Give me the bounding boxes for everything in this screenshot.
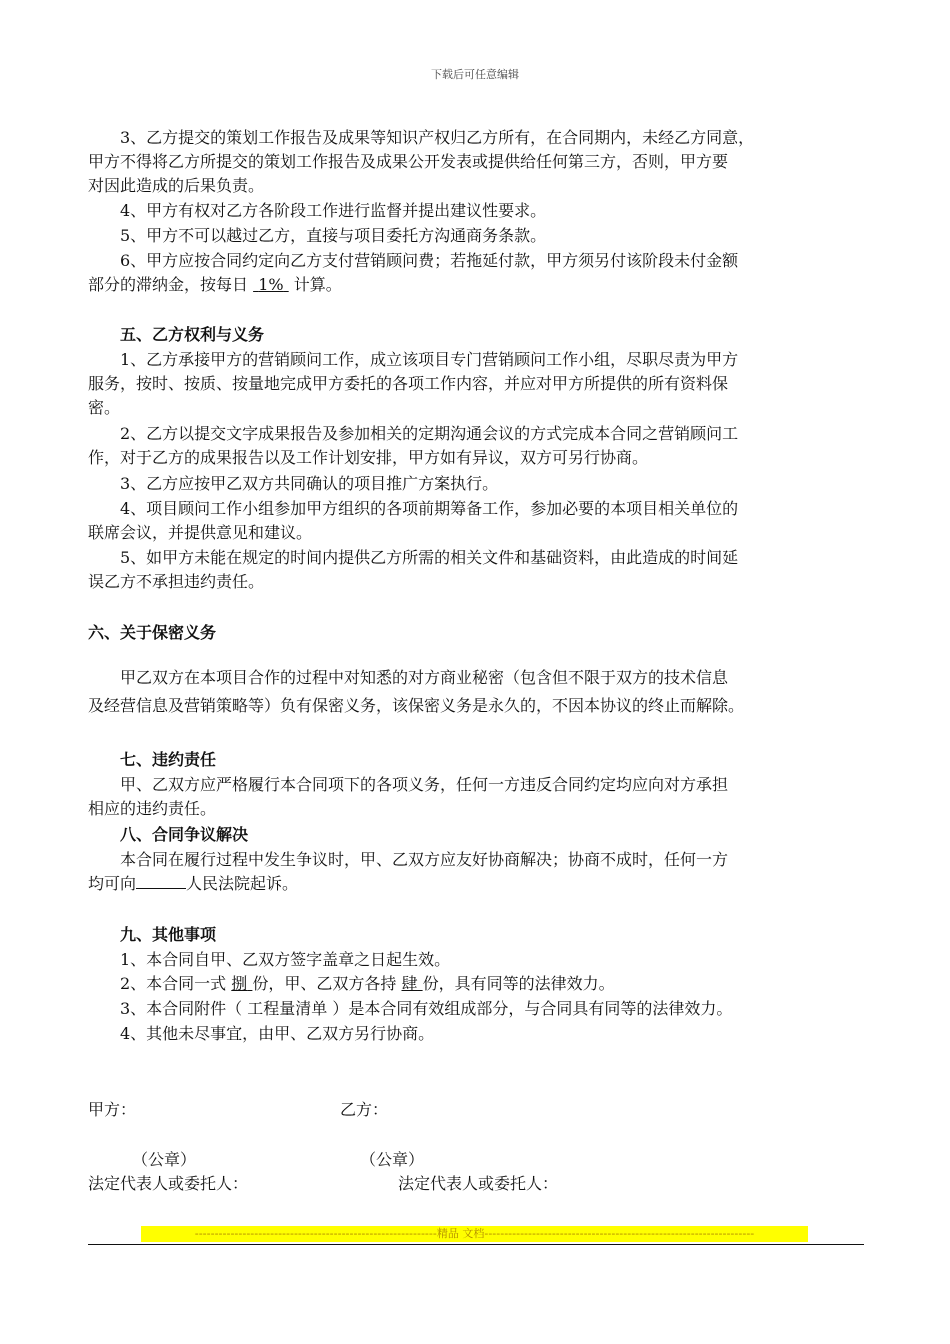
s5-p2-line2: 作，对于乙方的成果报告以及工作计划安排，甲方如有异议，双方可另行协商。: [88, 448, 649, 467]
item3-line1: 3、乙方提交的策划工作报告及成果等知识产权归乙方所有，在合同期内，未经乙方同意，: [120, 128, 755, 147]
section6-title: 六、关于保密义务: [88, 623, 217, 642]
section9-title: 九、其他事项: [120, 925, 217, 944]
party-a-representative: 法定代表人或委托人：: [88, 1174, 249, 1193]
late-fee-rate: 1%: [258, 275, 284, 294]
s8-line1: 本合同在履行过程中发生争议时，甲、乙双方应友好协商解决；协商不成时，任何一方: [120, 850, 729, 869]
party-a-seal: （公章）: [132, 1150, 197, 1169]
footer-banner: -------------------------------------------------------------精品 文档--------------------------------------------------------------------: [141, 1226, 808, 1242]
copies-total: 捌: [231, 974, 248, 993]
copies-each: 肆: [401, 974, 418, 993]
item4: 4、甲方有权对乙方各阶段工作进行监督并提出建议性要求。: [120, 201, 547, 220]
s6-line1: 甲乙双方在本项目合作的过程中对知悉的对方商业秘密（包含但不限于双方的技术信息: [120, 668, 729, 687]
s6-line2: 及经营信息及营销策略等）负有保密义务，该保密义务是永久的，不因本协议的终止而解除。: [88, 696, 745, 715]
s5-p3: 3、乙方应按甲乙双方共同确认的项目推广方案执行。: [120, 474, 499, 493]
item3-line3: 对因此造成的后果负责。: [88, 176, 265, 195]
s5-p4-line2: 联席会议，并提供意见和建议。: [88, 523, 313, 542]
item6-pre: 部分的滞纳金，按每日: [88, 275, 249, 294]
s9-item4: 4、其他未尽事宜，由甲、乙双方另行协商。: [120, 1024, 435, 1043]
s5-p1-line3: 密。: [88, 398, 121, 417]
item3-line2: 甲方不得将乙方所提交的策划工作报告及成果公开发表或提供给任何第三方，否则，甲方要: [88, 152, 729, 171]
s5-p2-line1: 2、乙方以提交文字成果报告及参加相关的定期沟通会议的方式完成本合同之营销顾问工: [120, 424, 739, 443]
party-b-seal: （公章）: [360, 1150, 425, 1169]
s5-p1-line1: 1、乙方承接甲方的营销顾问工作，成立该项目专门营销顾问工作小组，尽职尽责为甲方: [120, 350, 739, 369]
court-blank: [136, 872, 186, 889]
item5: 5、甲方不可以越过乙方，直接与项目委托方沟通商务条款。: [120, 226, 547, 245]
item6-line2: [88, 273, 868, 297]
party-a-label: 甲方：: [88, 1100, 137, 1119]
item6-post: 计算。: [293, 275, 342, 294]
party-b-representative: 法定代表人或委托人：: [398, 1174, 559, 1193]
s8-pre: 均可向: [88, 874, 137, 893]
s8-post: 人民法院起诉。: [186, 874, 299, 893]
item6-line1: 6、甲方应按合同约定向乙方支付营销顾问费；若拖延付款，甲方须另付该阶段未付金额: [120, 251, 739, 270]
s9-item2: 2、本合同一式 捌 份，甲、乙双方各持 肆 份，具有同等的法律效力。: [120, 974, 615, 993]
s5-p5-line2: 误乙方不承担违约责任。: [88, 572, 265, 591]
footer-rule: [88, 1244, 864, 1245]
s9-item3: 3、本合同附件（ 工程量清单 ）是本合同有效组成部分，与合同具有同等的法律效力。: [120, 999, 733, 1018]
party-b-label: 乙方：: [340, 1100, 389, 1119]
s9-item1: 1、本合同自甲、乙双方签字盖章之日起生效。: [120, 950, 451, 969]
s7-line1: 甲、乙双方应严格履行本合同项下的各项义务，任何一方违反合同约定均应向对方承担: [120, 775, 729, 794]
section8-title: 八、合同争议解决: [120, 825, 249, 844]
section7-title: 七、违约责任: [120, 750, 217, 769]
s5-p5-line1: 5、如甲方未能在规定的时间内提供乙方所需的相关文件和基础资料，由此造成的时间延: [120, 548, 739, 567]
footer-label: 精品 文档: [436, 1227, 485, 1240]
s8-line2: [88, 872, 868, 896]
s5-p4-line1: 4、项目顾问工作小组参加甲方组织的各项前期筹备工作，参加必要的本项目相关单位的: [120, 499, 739, 518]
section5-title: 五、乙方权利与义务: [120, 325, 265, 344]
s5-p1-line2: 服务，按时、按质、按量地完成甲方委托的各项工作内容，并应对甲方所提供的所有资料保: [88, 374, 729, 393]
header-note: 下载后可任意编辑: [431, 68, 519, 81]
s7-line2: 相应的违约责任。: [88, 799, 217, 818]
